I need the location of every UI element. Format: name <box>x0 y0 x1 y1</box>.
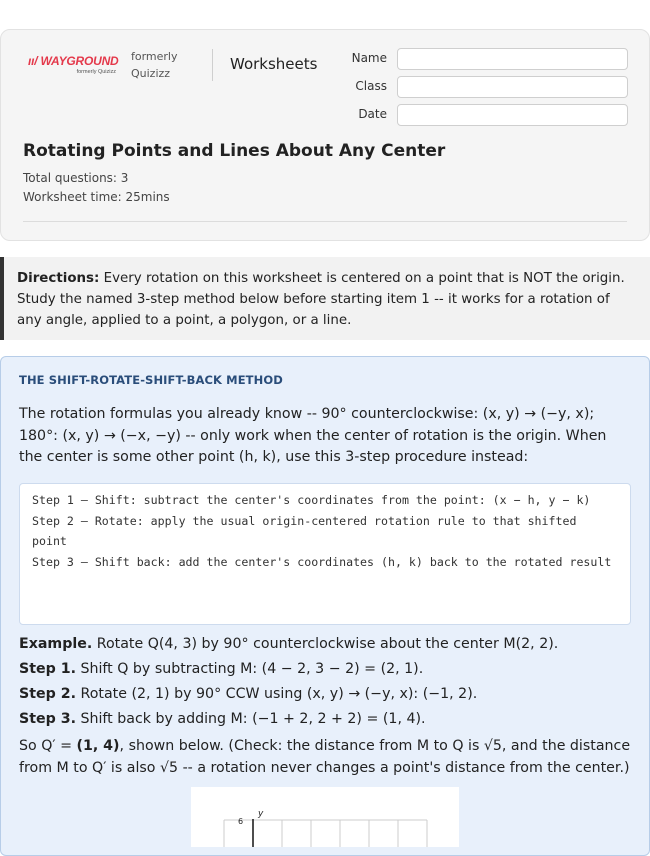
worksheet-time: Worksheet time: 25mins <box>23 190 170 204</box>
worked-step-1-label: Step 1. <box>19 661 76 677</box>
header-rule <box>23 221 627 222</box>
wayground-logo <box>28 54 119 75</box>
logo-mark-icon: ıı/ <box>28 54 41 68</box>
worked-step-2 <box>19 686 477 702</box>
total-questions: Total questions: 3 <box>23 171 129 185</box>
example-label: Example. <box>19 636 93 652</box>
code-step-1: Step 1 – Shift: subtract the center's coordinates from the point: (x − h, y − k) <box>32 493 591 507</box>
worked-step-2-label: Step 2. <box>19 686 76 702</box>
worked-step-3-label: Step 3. <box>19 711 76 727</box>
name-field[interactable] <box>397 48 628 70</box>
worked-step-1-text: Shift Q by subtracting M: (4 − 2, 3 − 2) = (2, 1). <box>75 661 424 677</box>
result-value: (1, 4) <box>76 738 120 754</box>
class-field[interactable] <box>397 76 628 98</box>
logo-wordmark: ıı/ WAYGROUND <box>28 54 119 68</box>
method-intro: The rotation formulas you already know -- 90° counterclockwise: (x, y) → (−y, x); 180°: (x, y) → (−x, −y) -- only work when the center of rotation is the origin. When the center is some other point (h, k), use this 3-step procedure instead: <box>19 406 607 465</box>
y-tick-label: 6 <box>238 817 244 826</box>
directions-text: Every rotation on this worksheet is centered on a point that is NOT the origin. Study the named 3-step method below before starting item 1 -- it works for a rotation of any angle, applied to a point, a polygon, or a line. <box>17 271 625 328</box>
formerly-quizizz-label: formerly Quizizz <box>131 50 178 80</box>
y-axis-label: y <box>258 809 264 819</box>
directions-label: Directions: <box>17 271 100 286</box>
graph-svg <box>191 787 459 847</box>
directions-box <box>0 257 650 340</box>
class-label: Class <box>355 79 387 93</box>
logo-subtitle: formerly Quizizz <box>76 69 116 75</box>
coordinate-graph <box>191 787 459 847</box>
result-paragraph <box>19 735 633 779</box>
date-label: Date <box>358 107 387 121</box>
steps-code-box <box>19 483 631 625</box>
code-step-3: Step 3 – Shift back: add the center's coordinates (h, k) back to the rotated result <box>32 554 612 569</box>
worked-step-3-text: Shift back by adding M: (−1 + 2, 2 + 2) = (1, 4). <box>75 711 426 727</box>
graph-grid <box>224 820 427 847</box>
date-field[interactable] <box>397 104 628 126</box>
example-text: Rotate Q(4, 3) by 90° counterclockwise about the center M(2, 2). <box>92 636 559 652</box>
result-suffix: , shown below. (Check: the distance from M to Q is √5, and the distance from M to Q′ is also √5 -- a rotation never changes a point's distance from the center.) <box>19 738 631 776</box>
example-line <box>19 636 558 652</box>
worksheet-title: Rotating Points and Lines About Any Center <box>23 141 446 161</box>
header-divider <box>212 49 213 81</box>
worked-step-3 <box>19 711 426 727</box>
name-label: Name <box>351 51 387 65</box>
result-prefix: So Q′ = <box>19 738 77 754</box>
worked-step-2-text: Rotate (2, 1) by 90° CCW using (x, y) → (−y, x): (−1, 2). <box>75 686 478 702</box>
worksheets-label: Worksheets <box>230 55 318 73</box>
code-step-2: Step 2 – Rotate: apply the usual origin-centered rotation rule to that shifted point <box>32 513 577 548</box>
worked-step-1 <box>19 661 423 677</box>
method-heading: THE SHIFT-ROTATE-SHIFT-BACK METHOD <box>19 373 283 387</box>
